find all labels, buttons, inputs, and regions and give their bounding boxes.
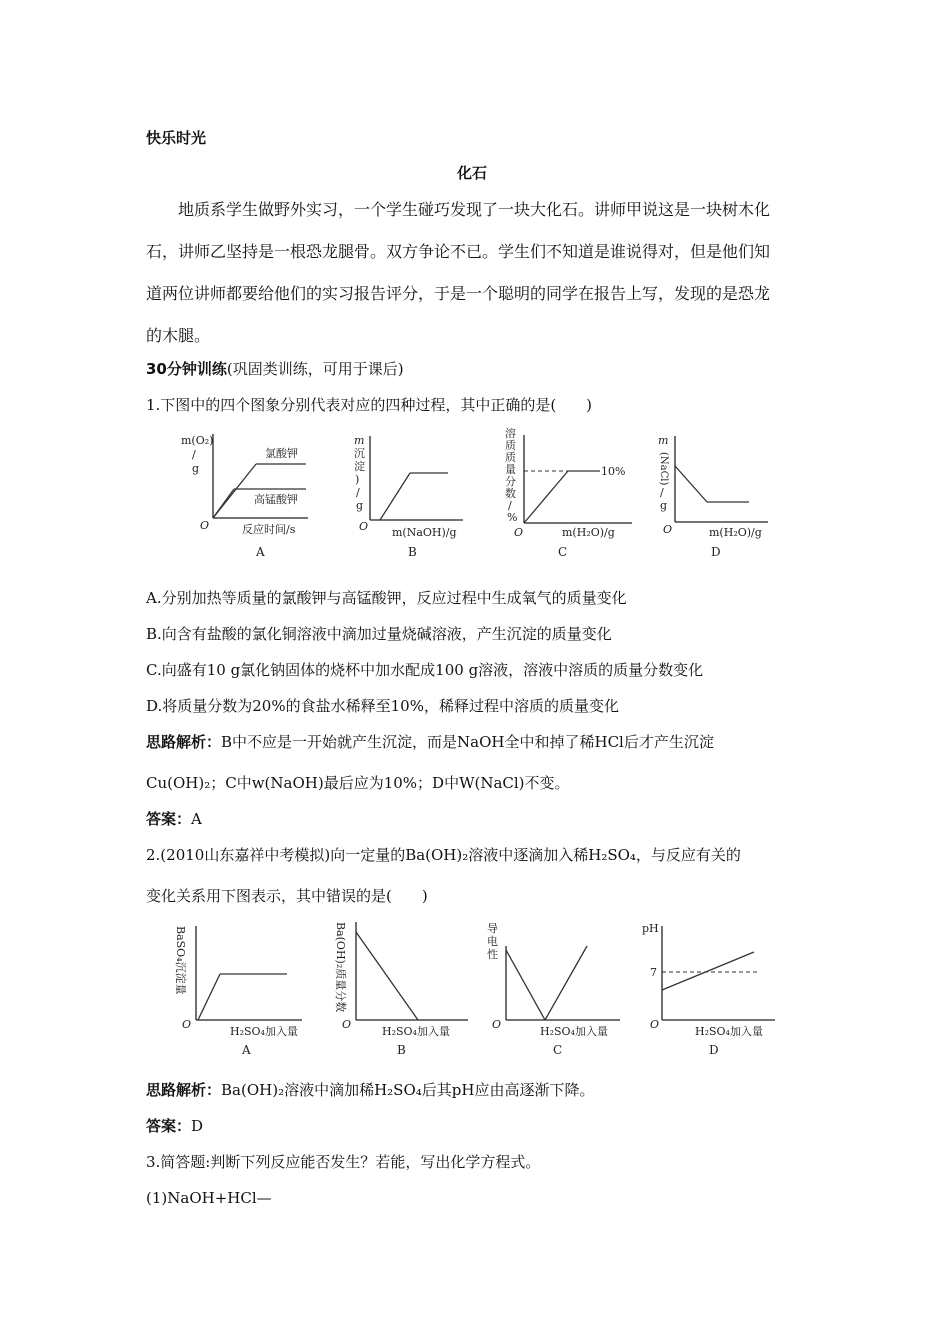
q1c-line-rise <box>524 471 568 523</box>
q1a-xlabel: 反应时间/s <box>242 523 296 536</box>
q2c-xlabel: H₂SO₄加入量 <box>540 1025 608 1038</box>
training-label: 30分钟训练 <box>146 360 227 378</box>
q1a-caption: A <box>256 545 265 559</box>
q2b-caption: B <box>397 1043 406 1057</box>
q1d-caption: D <box>711 545 721 559</box>
q1c-ylabel-4: 量 <box>505 463 516 476</box>
q1-option-b: B.向含有盐酸的氯化铜溶液中滴加过量烧碱溶液，产生沉淀的质量变化 <box>146 625 612 643</box>
q2a-xlabel: H₂SO₄加入量 <box>230 1025 298 1038</box>
q2-analysis <box>146 1080 594 1100</box>
q2-analysis-label: 思路解析： <box>146 1081 222 1099</box>
q1b-caption: B <box>408 545 417 559</box>
q2-figure-d <box>640 918 790 1063</box>
q1-answer-label: 答案： <box>146 810 192 828</box>
q1c-ylabel-2: 质 <box>505 439 516 452</box>
q1a-ylabel-slash: / <box>192 448 196 461</box>
q2d-line-rise <box>662 952 754 990</box>
q1c-caption: C <box>558 545 568 559</box>
q1b-origin: O <box>359 520 369 533</box>
q2a-origin: O <box>182 1018 192 1031</box>
q2d-origin: O <box>650 1018 660 1031</box>
q1a-ylabel: m(O₂) <box>181 434 214 447</box>
q2b-xlabel: H₂SO₄加入量 <box>382 1025 450 1038</box>
q1d-ylabel-slash: / <box>660 486 664 499</box>
q1-stem: 1.下图中的四个图象分别代表对应的四种过程，其中正确的是( ) <box>146 396 593 414</box>
q2-stem-line2: 变化关系用下图表示，其中错误的是( ) <box>146 887 428 905</box>
q2-answer-value: D <box>191 1117 204 1135</box>
q2-figure-b <box>330 918 475 1063</box>
q1-option-c: C.向盛有10 g氯化钠固体的烧杯中加水配成100 g溶液，溶液中溶质的质量分数变化 <box>146 661 704 679</box>
q2c-line-fall <box>506 950 545 1020</box>
q1c-origin: O <box>514 526 524 539</box>
q2c-origin: O <box>492 1018 502 1031</box>
q1d-xlabel: m(H₂O)/g <box>709 526 762 539</box>
q2-figure-a <box>172 918 312 1063</box>
q1-answer-value: A <box>191 810 202 828</box>
q1-analysis-text: B中不应是一开始就产生沉淀，而是NaOH全中和掉了稀HCl后才产生沉淀 <box>221 733 714 751</box>
q3-item1: (1)NaOH+HCl— <box>146 1189 272 1207</box>
q1a-ylabel-unit: g <box>192 462 200 475</box>
q2d-xlabel: H₂SO₄加入量 <box>695 1025 763 1038</box>
q1-figure-a <box>170 430 320 565</box>
story-line: 石，讲师乙坚持是一根恐龙腿骨。双方争论不已。学生们不知道是谁说得对，但是他们知 <box>146 242 771 261</box>
q1b-ylabel-m: m <box>354 434 365 447</box>
q1d-origin: O <box>663 523 673 536</box>
q2d-caption: D <box>709 1043 719 1057</box>
q2a-caption: A <box>242 1043 251 1057</box>
q1c-ylabel-5: 分 <box>505 475 516 488</box>
q1c-ylabel-3: 质 <box>505 451 516 464</box>
q1a-series-kclo3: 氯酸钾 <box>265 447 298 460</box>
q1d-ylabel-unit: g <box>660 499 668 512</box>
q1-option-a: A.分别加热等质量的氯酸钾与高锰酸钾，反应过程中生成氧气的质量变化 <box>146 589 627 607</box>
q1-analysis-line2: Cu(OH)₂；C中w(NaOH)最后应为10%；D中W(NaCl)不变。 <box>146 774 570 792</box>
q2c-ylabel-2: 电 <box>487 935 498 948</box>
q1b-ylabel-3: ) <box>355 473 360 486</box>
q1-analysis-label: 思路解析： <box>146 733 222 751</box>
story-title: 化石 <box>457 164 488 182</box>
q1-figure-b <box>340 430 480 565</box>
q1b-xlabel: m(NaOH)/g <box>392 526 457 539</box>
q1d-ylabel-m: m <box>658 434 669 447</box>
q2d-ylabel: pH <box>642 922 659 935</box>
q1c-ylabel-1: 溶 <box>505 427 516 440</box>
q2c-ylabel-1: 导 <box>487 922 498 935</box>
q2-analysis-text: Ba(OH)₂溶液中滴加稀H₂SO₄后其pH应由高逐渐下降。 <box>221 1081 595 1099</box>
q1d-ylabel-nacl: (NaCl) <box>658 452 669 486</box>
q1b-ylabel-2: 淀 <box>354 460 365 473</box>
q1c-ylabel-6: 数 <box>505 487 516 500</box>
training-note: (巩固类训练，可用于课后) <box>226 360 404 378</box>
q2b-origin: O <box>342 1018 352 1031</box>
q2b-ylabel: Ba(OH)₂质量分数 <box>334 922 347 1013</box>
q1c-ylabel-7: / <box>508 499 512 512</box>
q1-analysis <box>146 732 714 752</box>
q2-answer <box>146 1116 203 1136</box>
training-heading <box>146 359 404 379</box>
story-line: 道两位讲师都要给他们的实习报告评分，于是一个聪明的同学在报告上写，发现的是恐龙 <box>146 284 771 303</box>
q1-figure-c <box>500 425 650 565</box>
q1b-ylabel-4: / <box>356 486 360 499</box>
q1c-xlabel: m(H₂O)/g <box>562 526 615 539</box>
story-line: 地质系学生做野外实习，一个学生碰巧发现了一块大化石。讲师甲说这是一块树木化 <box>178 200 771 219</box>
q2-stem-line1: 2.(2010山东嘉祥中考模拟)向一定量的Ba(OH)₂溶液中逐滴加入稀H₂SO₄，与反应有关的 <box>146 846 741 864</box>
q1a-line-kmno4 <box>213 489 234 518</box>
q1d-line-fall <box>675 466 707 502</box>
q1b-ylabel-5: g <box>356 499 364 512</box>
q2d-annotation: 7 <box>650 966 657 979</box>
q2c-caption: C <box>553 1043 563 1057</box>
q3-stem: 3.简答题:判断下列反应能否发生？若能，写出化学方程式。 <box>146 1153 541 1171</box>
q1c-ylabel-8: % <box>507 511 518 524</box>
q1b-ylabel-1: 沉 <box>354 447 365 460</box>
q1-figure-d <box>655 430 795 565</box>
q2a-line-rise <box>198 974 220 1020</box>
q1b-line-rise <box>380 473 410 520</box>
story-line: 的木腿。 <box>146 326 211 345</box>
q1-answer <box>146 809 202 829</box>
q1a-origin: O <box>200 519 210 532</box>
q1c-annotation: 10% <box>601 465 626 478</box>
q2-figure-c <box>482 918 632 1063</box>
q1-option-d: D.将质量分数为20%的食盐水稀释至10%，稀释过程中溶质的质量变化 <box>146 697 619 715</box>
q2b-line-fall <box>356 932 418 1020</box>
q2a-ylabel: BaSO₄沉淀量 <box>174 926 187 995</box>
q2c-line-rise <box>545 946 587 1020</box>
q2c-ylabel-3: 性 <box>487 948 498 961</box>
section-title: 快乐时光 <box>146 129 207 147</box>
q2-answer-label: 答案： <box>146 1117 192 1135</box>
q1a-series-kmno4: 高锰酸钾 <box>254 493 298 506</box>
